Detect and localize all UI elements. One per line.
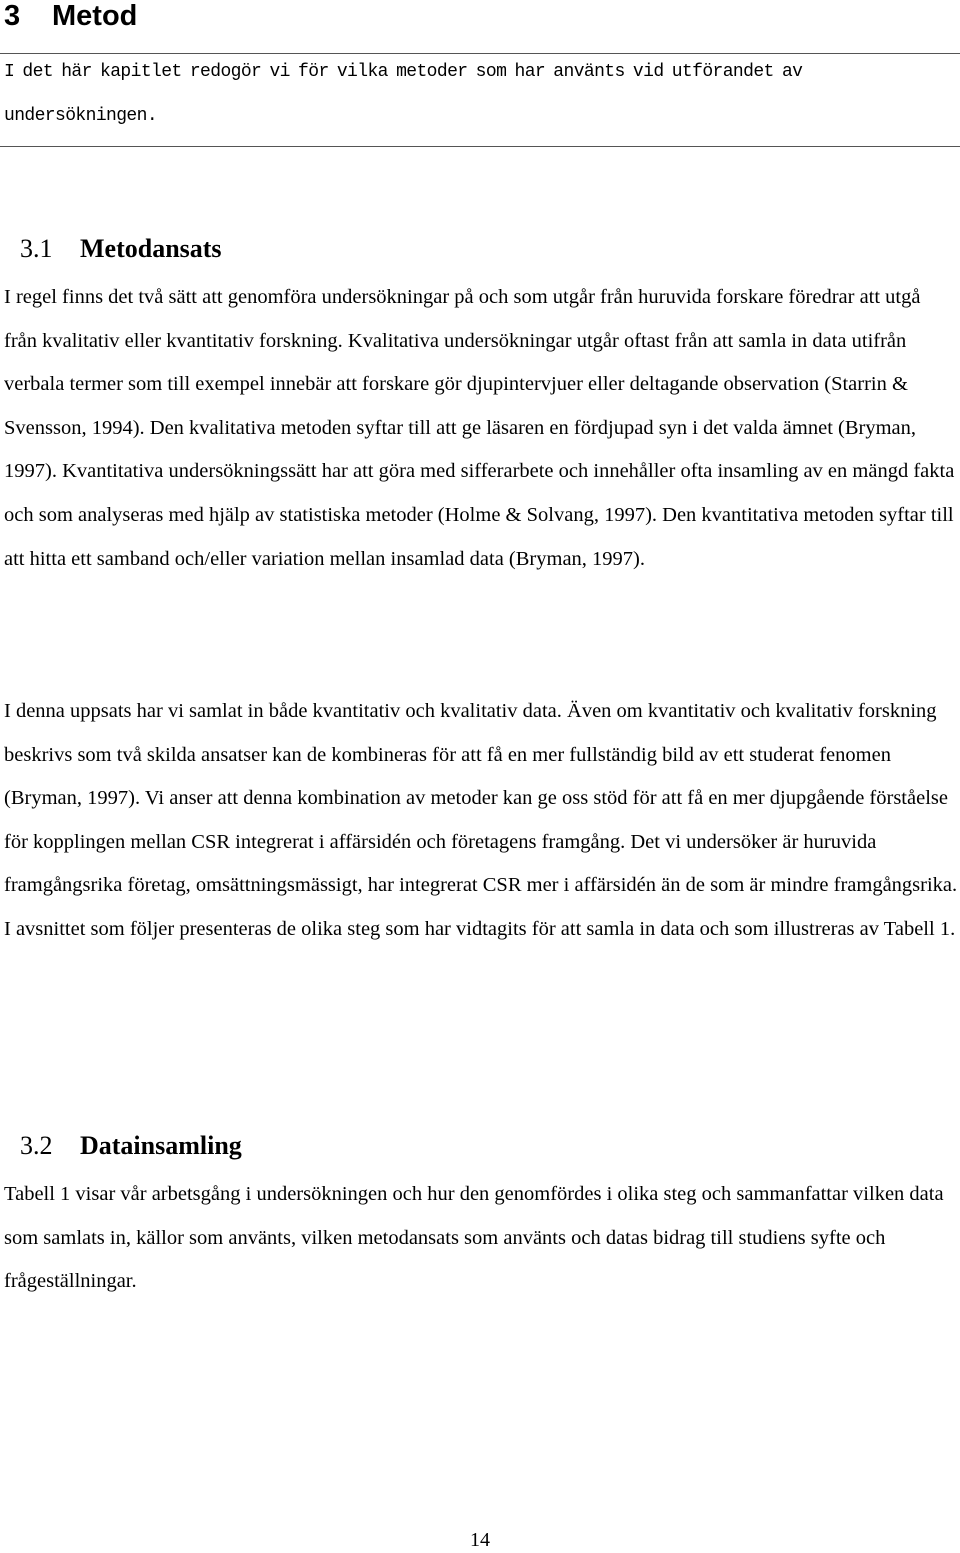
section-heading-metodansats	[20, 229, 222, 269]
body-paragraph: I denna uppsats har vi samlat in både kvantitativ och kvalitativ data. Även om kvantitativ och kvalitativ forskning beskrivs som två skilda ansatser kan de kombineras för att få en mer fullständig bild av ett studerat fenomen (Bryman, 1997). Vi anser att denna kombination av metoder kan ge oss stöd för att få en mer djupgående förståelse för kopplingen mellan CSR integrerat i affärsidén och företagens framgång. Det vi undersöker är huruvida framgångsrika företag, omsättningsmässigt, har integrerat CSR mer i affärsidén än de som är mindre framgångsrika. I avsnittet som följer presenteras de olika steg som har vidtagits för att samla in data och som illustreras av Tabell 1.	[4, 700, 958, 940]
chapter-intro: I det här kapitlet redogör vi för vilka metoder som har använts vid utförandet av undersökningen.	[4, 62, 803, 126]
section-title: Metodansats	[80, 234, 222, 263]
section-number: 3.1	[20, 234, 53, 263]
chapter-heading	[4, 0, 137, 38]
chapter-number: 3	[4, 0, 21, 32]
page-number: 14	[470, 1529, 490, 1551]
chapter-rule-bottom	[0, 146, 960, 147]
section-title: Datainsamling	[80, 1131, 242, 1160]
body-paragraph: Tabell 1 visar vår arbetsgång i undersökningen och hur den genomfördes i olika steg och sammanfattar vilken data som samlats in, källor som använts, vilken metodansats som använts och datas bidrag till studiens syfte och frågeställningar.	[4, 1183, 944, 1293]
section-heading-datainsamling	[20, 1126, 242, 1166]
chapter-title: Metod	[52, 0, 138, 32]
body-paragraph: I regel finns det två sätt att genomföra undersökningar på och som utgår från huruvida forskare föredrar att utgå från kvalitativ eller kvantitativ forskning. Kvalitativa undersökningar utgår oftast från att samla in data utifrån verbala termer som till exempel innebär att forskare gör djupintervjuer eller deltagande observation (Starrin & Svensson, 1994). Den kvalitativa metoden syftar till att ge läsaren en fördjupad syn i det valda ämnet (Bryman, 1997). Kvantitativa undersökningssätt har att göra med sifferarbete och innehåller ofta insamling av en mängd fakta och som analyseras med hjälp av statistiska metoder (Holme & Solvang, 1997). Den kvantitativa metoden syftar till att hitta ett samband och/eller variation mellan insamlad data (Bryman, 1997).	[4, 286, 955, 570]
section-number: 3.2	[20, 1131, 53, 1160]
